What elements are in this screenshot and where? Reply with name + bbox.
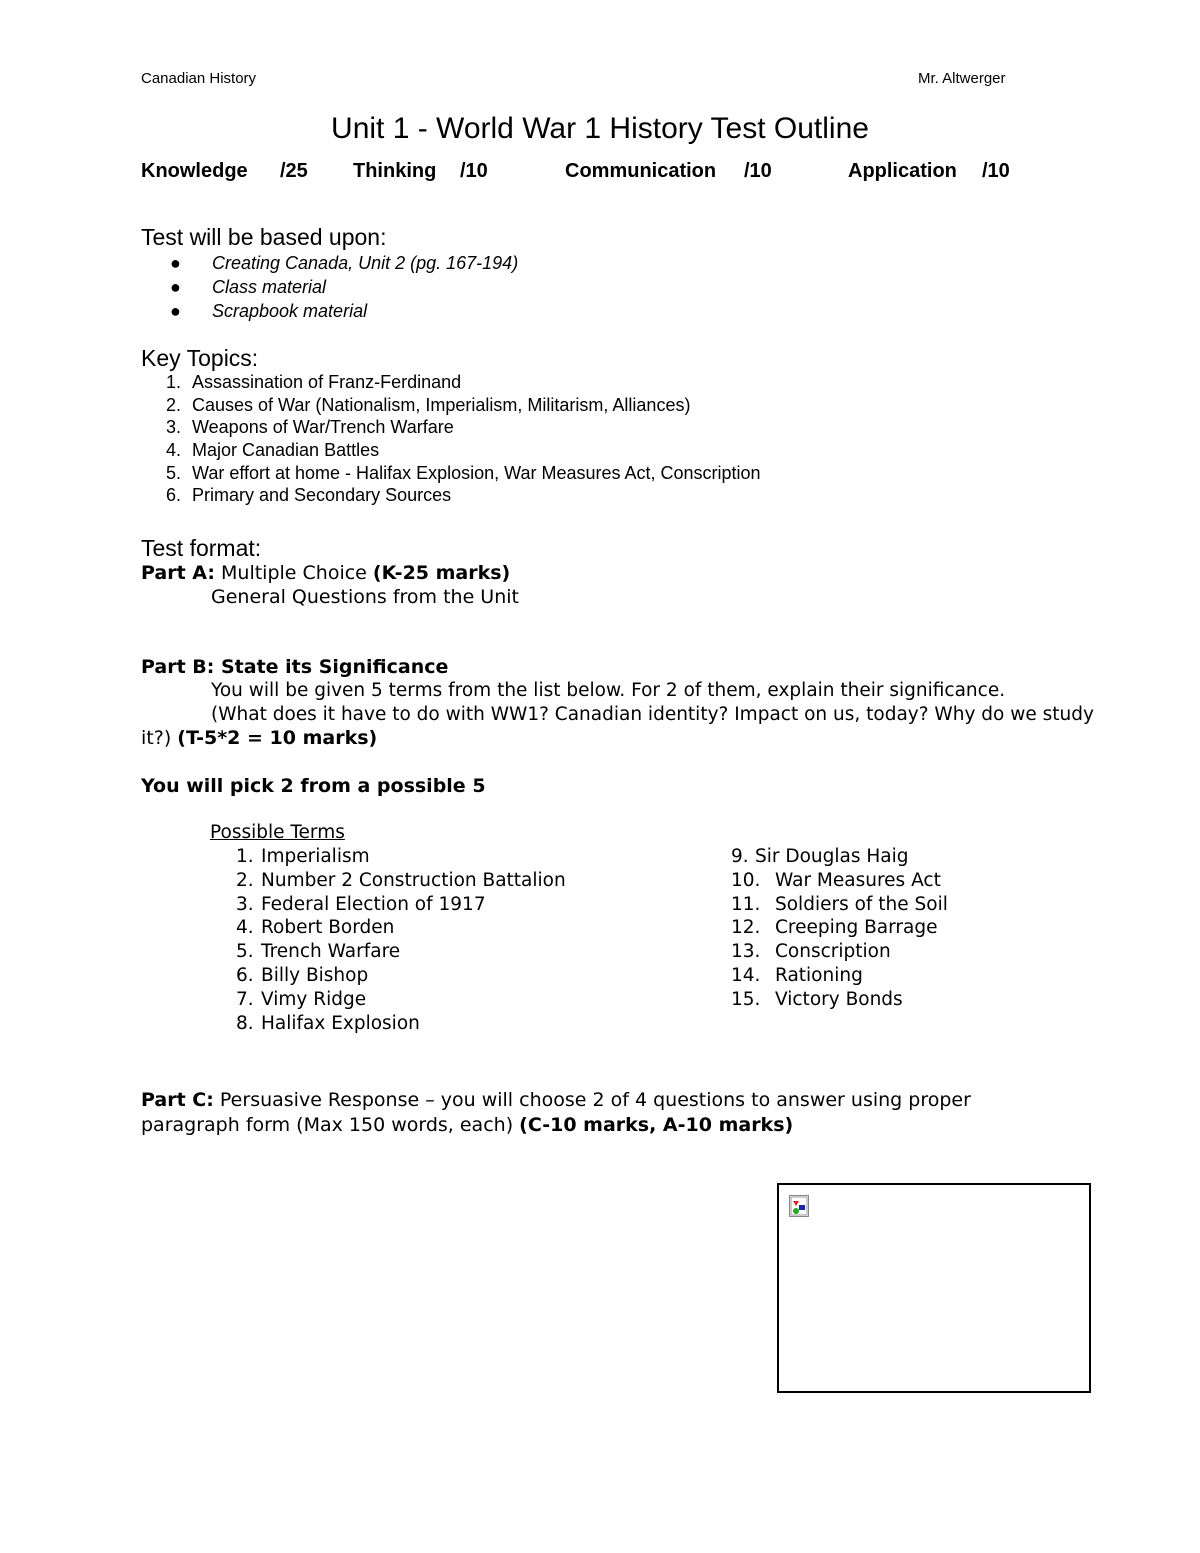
part-a-marks: (K-25 marks) xyxy=(372,562,511,584)
part-c-marks: (C-10 marks, A-10 marks) xyxy=(519,1114,794,1136)
part-a-label: Part A: xyxy=(141,562,215,584)
part-b-line1: You will be given 5 terms from the list below. For 2 of them, explain their significance. xyxy=(211,680,1006,701)
teacher-name: Mr. Altwerger xyxy=(918,70,1006,87)
key-topics-list xyxy=(166,371,761,507)
based-upon-heading: Test will be based upon: xyxy=(141,224,387,250)
list-item: 5. Trench Warfare xyxy=(236,941,401,963)
mark-value-thinking: /10 xyxy=(460,160,488,182)
list-item: 9. Sir Douglas Haig xyxy=(731,846,909,867)
list-item: ● Creating Canada, Unit 2 (pg. 167-194) xyxy=(170,253,519,273)
key-topics-heading: Key Topics: xyxy=(141,345,259,371)
possible-terms-heading: Possible Terms xyxy=(210,822,345,843)
part-c-line2: paragraph form (Max 150 words, each) (C-10 marks, A-10 marks) xyxy=(141,1114,794,1136)
list-item: 4. Major Canadian Battles xyxy=(166,440,380,461)
mark-value-application: /10 xyxy=(982,160,1010,182)
mark-value-knowledge: /25 xyxy=(280,160,308,182)
list-item: 10. War Measures Act xyxy=(731,869,941,891)
part-a-line xyxy=(141,562,510,584)
mark-label-application: Application xyxy=(848,160,957,182)
mark-value-communication: /10 xyxy=(744,160,772,182)
list-item: 11. Soldiers of the Soil xyxy=(731,893,948,915)
list-item: 6. Primary and Secondary Sources xyxy=(166,485,452,506)
mark-label-thinking: Thinking xyxy=(353,160,437,182)
terms-list-left xyxy=(236,845,566,1035)
list-item: 2. Causes of War (Nationalism, Imperialism, Militarism, Alliances) xyxy=(166,394,691,415)
course-name: Canadian History xyxy=(141,70,257,87)
part-a-text: Multiple Choice xyxy=(221,562,367,584)
part-b-heading: Part B: State its Significance xyxy=(141,656,449,678)
list-item: 4. Robert Borden xyxy=(236,917,395,939)
terms-list-right xyxy=(731,845,948,1012)
mark-label-communication: Communication xyxy=(565,160,717,182)
list-item: 5. War effort at home - Halifax Explosion, War Measures Act, Conscription xyxy=(166,462,761,483)
page-title: Unit 1 - World War 1 History Test Outline xyxy=(331,112,869,145)
part-c-line1: Part C: Persuasive Response – you will choose 2 of 4 questions to answer using proper xyxy=(141,1089,971,1111)
bullet-icon: ● xyxy=(170,301,181,321)
list-item: ● Class material xyxy=(170,277,327,297)
list-item: 12. Creeping Barrage xyxy=(731,917,938,939)
list-item: ● Scrapbook material xyxy=(170,301,368,321)
part-b-marks: (T-5*2 = 10 marks) xyxy=(177,727,378,749)
list-item: 7. Vimy Ridge xyxy=(236,988,367,1010)
mark-label-knowledge: Knowledge xyxy=(141,160,248,182)
part-a-detail: General Questions from the Unit xyxy=(211,586,519,608)
image-placeholder-box xyxy=(777,1183,1091,1393)
list-item: 3. Weapons of War/Trench Warfare xyxy=(166,417,454,438)
test-format-heading: Test format: xyxy=(141,535,262,561)
part-c-label: Part C: xyxy=(141,1089,214,1111)
list-item: 1. Imperialism xyxy=(236,846,370,867)
list-item: 13. Conscription xyxy=(731,941,891,963)
part-b-line2: (What does it have to do with WW1? Canadian identity? Impact on us, today? Why do we study xyxy=(211,704,1094,725)
bullet-icon: ● xyxy=(170,277,181,297)
list-item: 3. Federal Election of 1917 xyxy=(236,893,486,915)
list-item: 6. Billy Bishop xyxy=(236,964,369,986)
list-item: 15. Victory Bonds xyxy=(731,988,903,1010)
list-item: 2. Number 2 Construction Battalion xyxy=(236,869,566,891)
part-b-pick: You will pick 2 from a possible 5 xyxy=(141,775,486,797)
part-b-line3: it?) (T-5*2 = 10 marks) xyxy=(141,727,378,749)
bullet-icon: ● xyxy=(170,253,181,273)
list-item: 1. Assassination of Franz-Ferdinand xyxy=(166,372,462,392)
list-item: 8. Halifax Explosion xyxy=(236,1012,420,1034)
based-upon-list xyxy=(170,251,518,323)
list-item: 14. Rationing xyxy=(731,964,863,986)
broken-image-icon xyxy=(789,1195,809,1217)
